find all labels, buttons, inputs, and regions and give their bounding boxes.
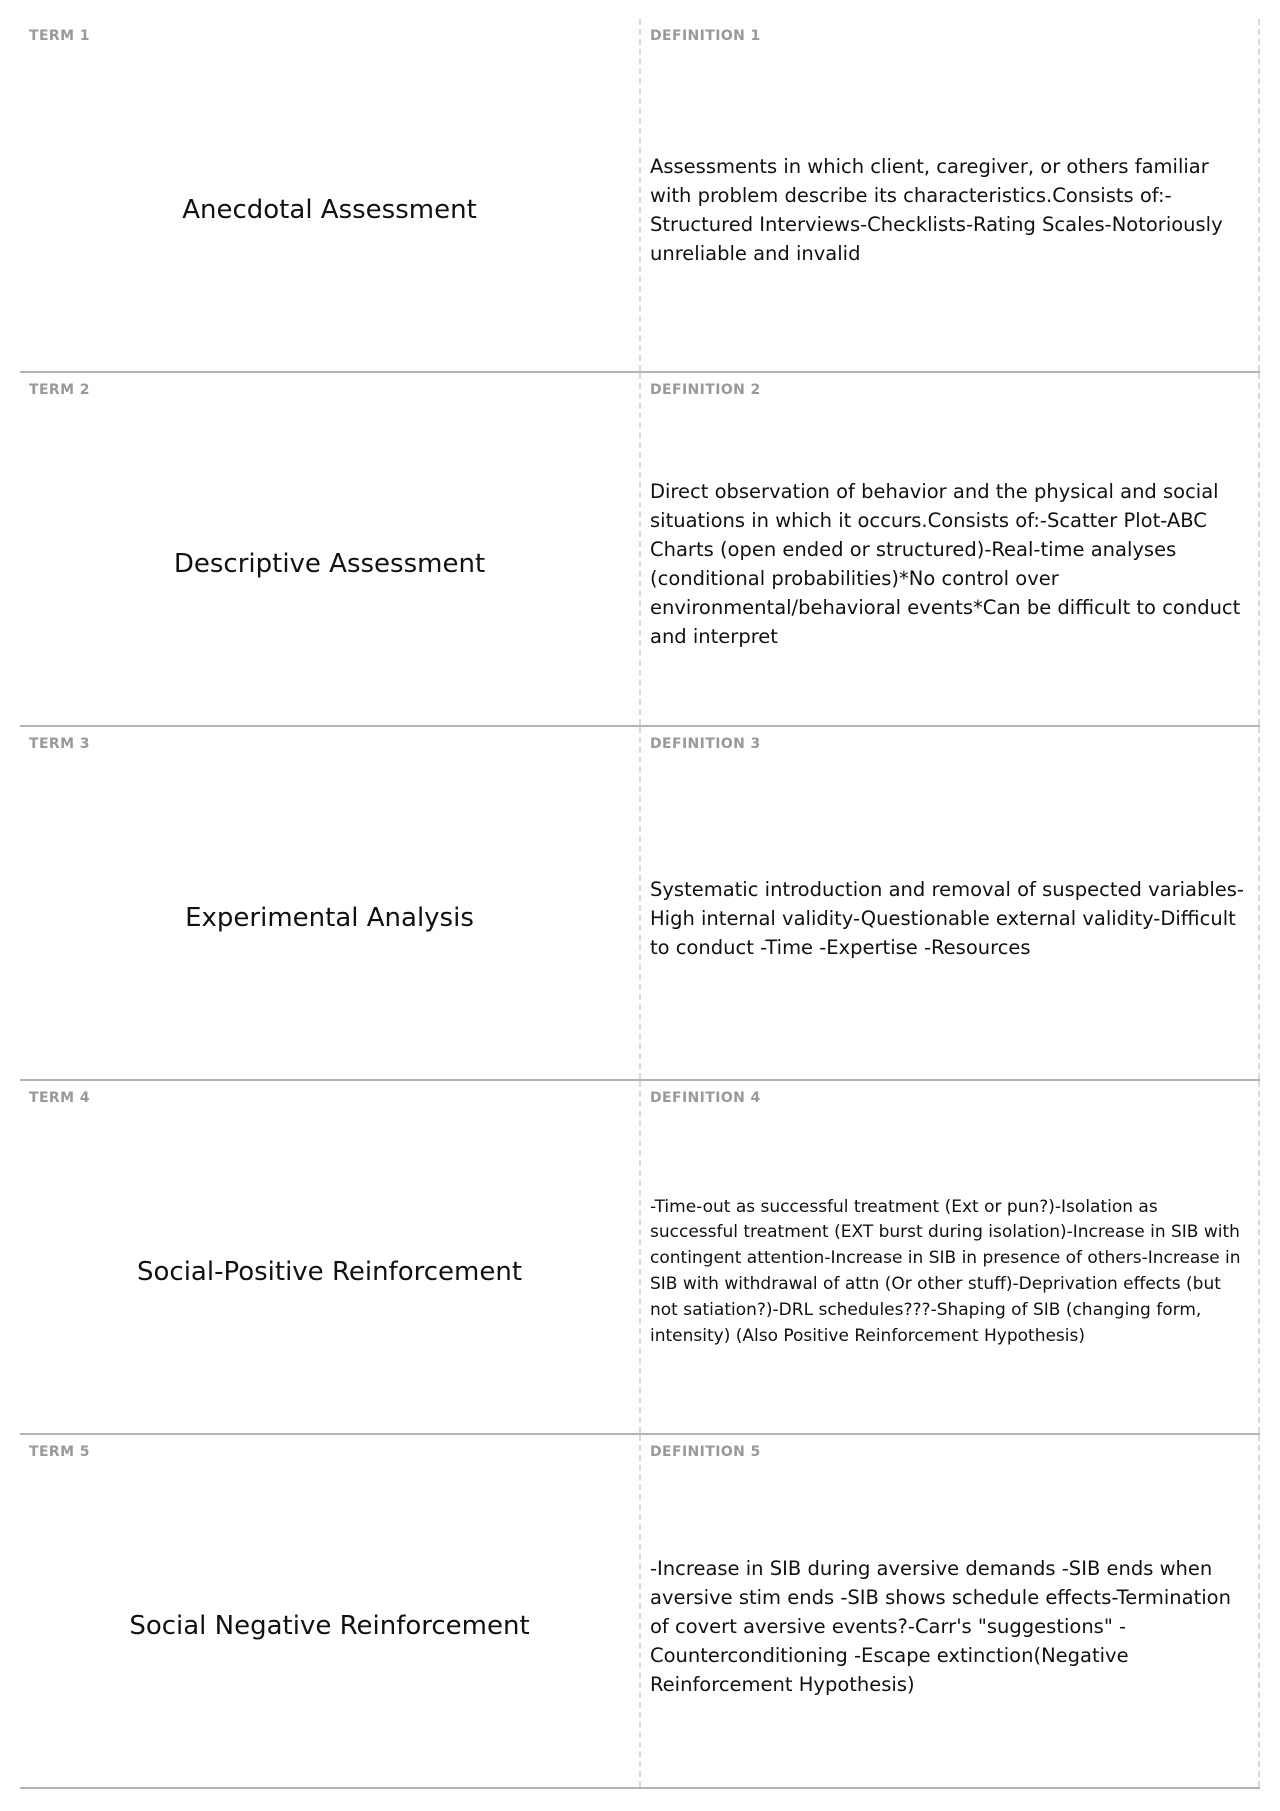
definition-label: DEFINITION 1 bbox=[650, 28, 761, 44]
term-label: TERM 4 bbox=[29, 1090, 90, 1106]
term-label: TERM 2 bbox=[29, 382, 90, 398]
term-label: TERM 1 bbox=[29, 28, 90, 44]
definition-body bbox=[650, 757, 1248, 1079]
flashcard-sheet bbox=[20, 19, 1260, 1789]
definition-label: DEFINITION 5 bbox=[650, 1444, 761, 1460]
definition-label: DEFINITION 3 bbox=[650, 736, 761, 752]
card-2 bbox=[20, 373, 1260, 727]
term-text: Descriptive Assessment bbox=[173, 549, 486, 579]
term-text: Social Negative Reinforcement bbox=[129, 1611, 530, 1641]
definition-label: DEFINITION 4 bbox=[650, 1090, 761, 1106]
term-label: TERM 5 bbox=[29, 1444, 90, 1460]
definition-label: DEFINITION 2 bbox=[650, 382, 761, 398]
card-4 bbox=[20, 1081, 1260, 1435]
term-label: TERM 3 bbox=[29, 736, 90, 752]
definition-text: -Increase in SIB during aversive demands -SIB ends when aversive stim ends -SIB shows schedule effects-Termination of covert aversive events?-Carr's "suggestions" -Counterconditioning -Escape extinction(Negative Reinforcement Hypothesis) bbox=[650, 1556, 1231, 1696]
term-text: Anecdotal Assessment bbox=[182, 195, 477, 225]
term-cell bbox=[20, 1435, 641, 1787]
definition-text: Assessments in which client, caregiver, or others familiar with problem describe its characteristics.Consists of:-Structured Interviews-Checklists-Rating Scales-Notoriously unreliable and invalid bbox=[650, 155, 1223, 265]
definition-body bbox=[650, 1111, 1248, 1433]
definition-body bbox=[650, 1465, 1248, 1787]
term-text: Experimental Analysis bbox=[185, 903, 474, 933]
definition-body bbox=[650, 403, 1248, 725]
term-cell bbox=[20, 1081, 641, 1433]
card-1 bbox=[20, 19, 1260, 373]
term-cell bbox=[20, 19, 641, 371]
definition-body bbox=[650, 49, 1248, 371]
definition-text: Direct observation of behavior and the physical and social situations in which it occurs.Consists of:-Scatter Plot-ABC Charts (open ended or structured)-Real-time analyses (conditional probabilities)*No control over environmental/behavioral events*Can be difficult to conduct and interpret bbox=[650, 480, 1241, 648]
term-cell bbox=[20, 373, 641, 725]
definition-text: -Time-out as successful treatment (Ext or pun?)-Isolation as successful treatment (EXT burst during isolation)-Increase in SIB with contingent attention-Increase in SIB in presence of others-Increase in SIB with withdrawal of attn (Or other stuff)-Deprivation effects (but not satiation?)-DRL schedules???-Shaping of SIB (changing form, intensity) (Also Positive Reinforcement Hypothesis) bbox=[650, 1196, 1241, 1346]
card-3 bbox=[20, 727, 1260, 1081]
definition-cell bbox=[641, 1435, 1260, 1787]
definition-cell bbox=[641, 373, 1260, 725]
card-5 bbox=[20, 1435, 1260, 1789]
definition-cell bbox=[641, 19, 1260, 371]
definition-cell bbox=[641, 1081, 1260, 1433]
definition-text: Systematic introduction and removal of suspected variables-High internal validity-Questionable external validity-Difficult to conduct -Time -Expertise -Resources bbox=[650, 877, 1244, 959]
definition-cell bbox=[641, 727, 1260, 1079]
term-text: Social-Positive Reinforcement bbox=[136, 1257, 523, 1287]
term-cell bbox=[20, 727, 641, 1079]
